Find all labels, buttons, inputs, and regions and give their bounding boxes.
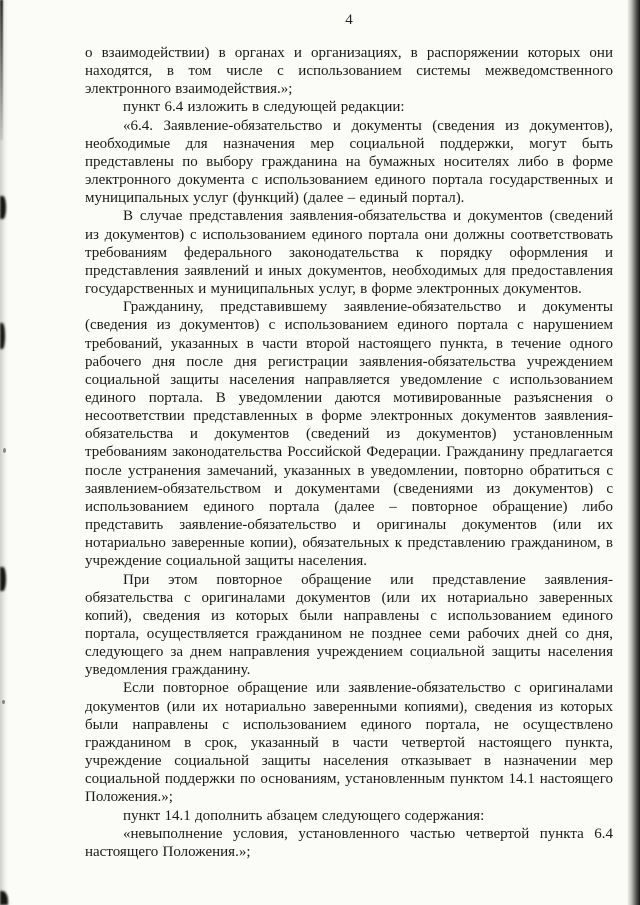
document-paragraph: При этом повторное обращение или представление заявления-обязательства с оригиналами документов (или их нотариально заверенных копий), сведения из которых были направлены с использованием единого портала, осуществляется гражданином не позднее семи рабочих дней со дня, следующего за днем направления учреждением социальной защиты населения уведомления гражданину.: [85, 571, 613, 679]
document-paragraph: «6.4. Заявление-обязательство и документы (сведения из документов), необходимые для назначения мер социальной поддержки, могут быть представлены по выбору гражданина на бумажных носителях либо в форме электронного документа с использованием единого портала государственных и муниципальных услуг (функций) (далее – единый портал).: [85, 117, 613, 207]
document-paragraph: пункт 14.1 дополнить абзацем следующего содержания:: [123, 807, 485, 824]
document-body-text: [85, 44, 613, 861]
scan-speck-artifact: [2, 700, 5, 704]
document-paragraph: пункт 6.4 изложить в следующей редакции:: [123, 99, 405, 116]
scan-smudge-artifact: [0, 323, 5, 349]
scan-smudge-artifact: [0, 196, 6, 219]
scan-speck-artifact: [3, 448, 6, 453]
scan-smudge-artifact: [0, 567, 6, 591]
document-paragraph: «невыполнение условия, установленного частью четвертой пункта 6.4 настоящего Положения.»;: [85, 825, 613, 860]
page-number: 4: [345, 12, 353, 28]
document-paragraph: о взаимодействии) в органах и организациях, в распоряжении которых они находятся, в том числе с использованием системы межведомственного электронного взаимодействия.»;: [85, 45, 613, 98]
document-paragraph: В случае представления заявления-обязательства и документов (сведений из документов) с использованием единого портала они должны соответствовать требованиям федерального законодательства к порядку оформления и представления заявлений и иных документов, необходимых для предоставления государственных и муниципальных услуг, в форме электронных документов.: [85, 208, 613, 298]
document-paragraph: Гражданину, представившему заявление-обязательство и документы (сведения из документов) с использованием единого портала с нарушением требований, указанных в части второй настоящего пункта, в течение одного рабочего дня после дня регистрации заявления-обязательства учреждением социальной защиты населения направляется уведомление с использованием единого портала. В уведомлении даются мотивированные разъяснения о несоответствии представленных в форме электронных документов заявления-обязательства и документов (сведений из документов) установленным требованиям законодательства Российской Федерации. Гражданину предлагается после устранения замечаний, указанных в уведомлении, повторно обратиться с заявлением-обязательством и документами (сведениями из документов) с использованием единого портала (далее – повторное обращение) либо представить заявление-обязательство и оригиналы документов (или их нотариально заверенные копии), обязательных к представлению гражданином, в учреждение социальной защиты населения.: [85, 299, 613, 570]
scan-right-edge-artifact: [627, 0, 640, 905]
document-paragraph: Если повторное обращение или заявление-обязательство с оригиналами документов (или их нотариально заверенными копиями), сведения из которых были направлены с использованием единого портала, не осуществлено гражданином в срок, указанный в части четвертой настоящего пункта, учреждение социальной защиты населения отказывает в назначении мер социальной поддержки по основаниям, установленным пунктом 14.1 настоящего Положения.»;: [85, 680, 613, 806]
scan-left-edge-line-artifact: [0, 0, 3, 140]
